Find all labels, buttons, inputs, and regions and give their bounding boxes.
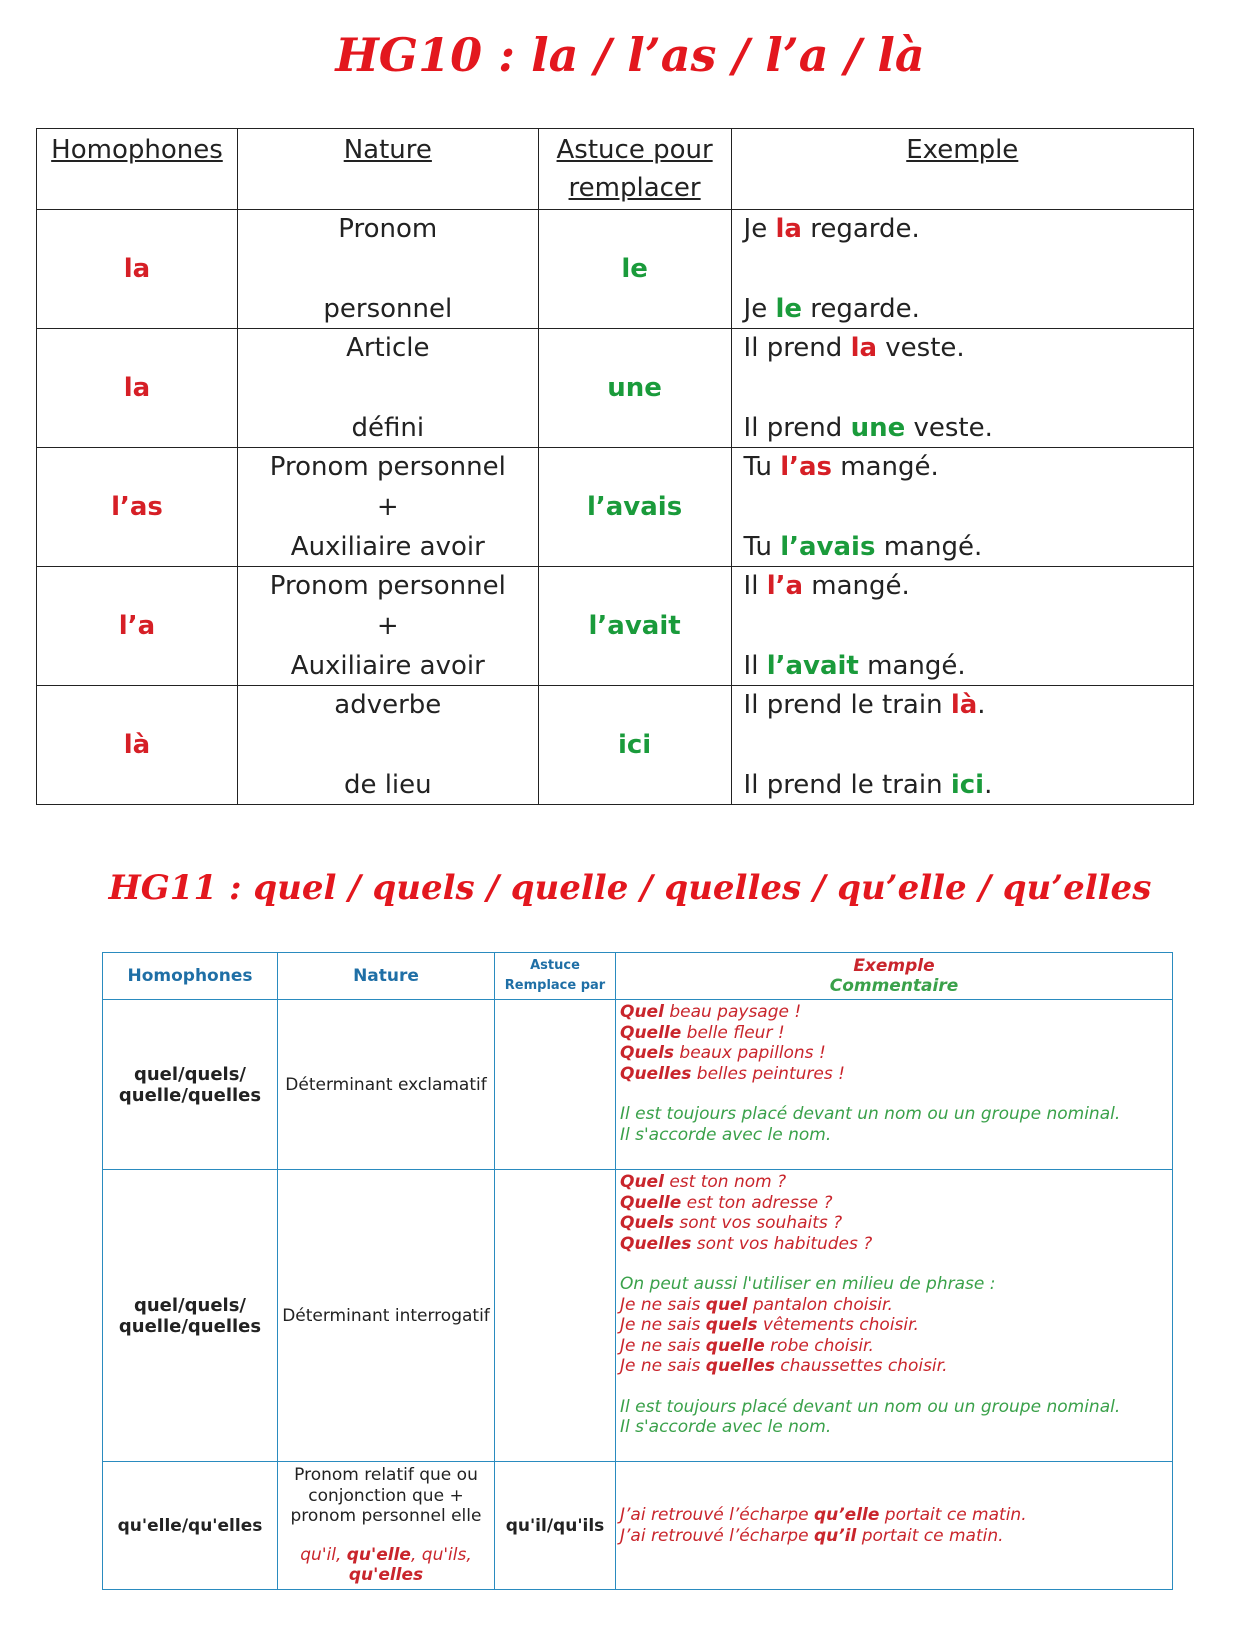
example-1: Tu l’as mangé. xyxy=(743,452,939,482)
table-hg10 xyxy=(36,128,1194,805)
table-header-row xyxy=(103,953,1173,1000)
page-title-hg11: HG11 : quel / quels / quelle / quelles / qu’elle / qu’elles xyxy=(108,868,1152,908)
astuce: l’avait xyxy=(588,611,681,641)
nature-top: adverbe xyxy=(334,690,442,720)
homophone: la xyxy=(123,254,151,284)
nature: Déterminant exclamatif xyxy=(278,1000,495,1170)
example-2: Il prend le train ici. xyxy=(743,770,993,800)
homophone: l’as xyxy=(111,492,163,522)
astuce: le xyxy=(621,254,648,284)
page-title-hg10: HG10 : la / l’as / l’a / là xyxy=(335,28,925,82)
nature-top: Pronom xyxy=(338,214,438,244)
example-block: Quel est ton nom ? Quelle est ton adresse ? Quels sont vos souhaits ? Quelles sont vos habitudes ? On peut aussi l'utiliser en milieu de phrase : Je ne sais quel pantalon choisir. Je ne sais quels vêtements choisir. Je ne sais quelle robe choisir. Je ne sais quelles chaussettes choisir. Il est toujours placé devant un nom ou un groupe nominal. Il s'accorde avec le nom. xyxy=(616,1170,1173,1462)
homophone: l’a xyxy=(118,611,156,641)
nature-mid: + xyxy=(376,611,399,641)
nature-top: Pronom personnel xyxy=(269,571,506,601)
example-2: Il l’avait mangé. xyxy=(743,651,966,681)
nature-mid: + xyxy=(376,492,399,522)
col-nature: Nature xyxy=(237,129,538,210)
astuce xyxy=(495,1170,616,1462)
col-homophones: Homophones xyxy=(37,129,238,210)
table-row xyxy=(37,448,1194,567)
nature-bottom: personnel xyxy=(323,294,453,324)
nature-bottom: Auxiliaire avoir xyxy=(290,651,485,681)
example-2: Tu l’avais mangé. xyxy=(743,532,983,562)
example-block: Quel beau paysage ! Quelle belle fleur ! Quels beaux papillons ! Quelles belles peintures ! Il est toujours placé devant un nom ou un groupe nominal. Il s'accorde avec le nom. xyxy=(616,1000,1173,1170)
col-nature: Nature xyxy=(278,953,495,1000)
table-header-row xyxy=(37,129,1194,210)
example-1: Il prend le train là. xyxy=(743,690,986,720)
astuce xyxy=(495,1000,616,1170)
nature: Pronom relatif que ou conjonction que + pronom personnel elle qu'il, qu'elle, qu'ils, qu'elles xyxy=(278,1462,495,1590)
col-astuce: Astuce pour remplacer xyxy=(538,129,731,210)
homophone: qu'elle/qu'elles xyxy=(103,1462,278,1590)
homophone: là xyxy=(123,730,151,760)
nature-bottom: de lieu xyxy=(343,770,432,800)
example-2: Il prend une veste. xyxy=(743,413,993,443)
astuce: l’avais xyxy=(586,492,683,522)
col-exemple: Exemple Commentaire xyxy=(616,953,1173,1000)
table-row xyxy=(37,329,1194,448)
table-row xyxy=(103,1170,1173,1462)
example-2: Je le regarde. xyxy=(743,294,920,324)
col-exemple: Exemple xyxy=(731,129,1193,210)
table-row xyxy=(103,1462,1173,1590)
astuce: une xyxy=(607,373,662,403)
example-1: Il prend la veste. xyxy=(743,333,965,363)
nature-bottom: Auxiliaire avoir xyxy=(290,532,485,562)
example-1: Je la regarde. xyxy=(743,214,920,244)
table-row xyxy=(103,1000,1173,1170)
example-block: J’ai retrouvé l’écharpe qu’elle portait ce matin. J’ai retrouvé l’écharpe qu’il portait ce matin. xyxy=(616,1462,1173,1590)
col-astuce: Astuce Remplace par xyxy=(495,953,616,1000)
homophone: quel/quels/ quelle/quelles xyxy=(103,1170,278,1462)
example-1: Il l’a mangé. xyxy=(743,571,910,601)
col-homophones: Homophones xyxy=(103,953,278,1000)
astuce: ici xyxy=(617,730,652,760)
astuce: qu'il/qu'ils xyxy=(495,1462,616,1590)
table-row xyxy=(37,210,1194,329)
nature: Déterminant interrogatif xyxy=(278,1170,495,1462)
table-hg11 xyxy=(102,952,1173,1590)
table-row xyxy=(37,686,1194,805)
homophone: quel/quels/ quelle/quelles xyxy=(103,1000,278,1170)
nature-bottom: défini xyxy=(351,413,425,443)
homophone: la xyxy=(123,373,151,403)
table-row xyxy=(37,567,1194,686)
nature-top: Pronom personnel xyxy=(269,452,506,482)
nature-top: Article xyxy=(346,333,430,363)
